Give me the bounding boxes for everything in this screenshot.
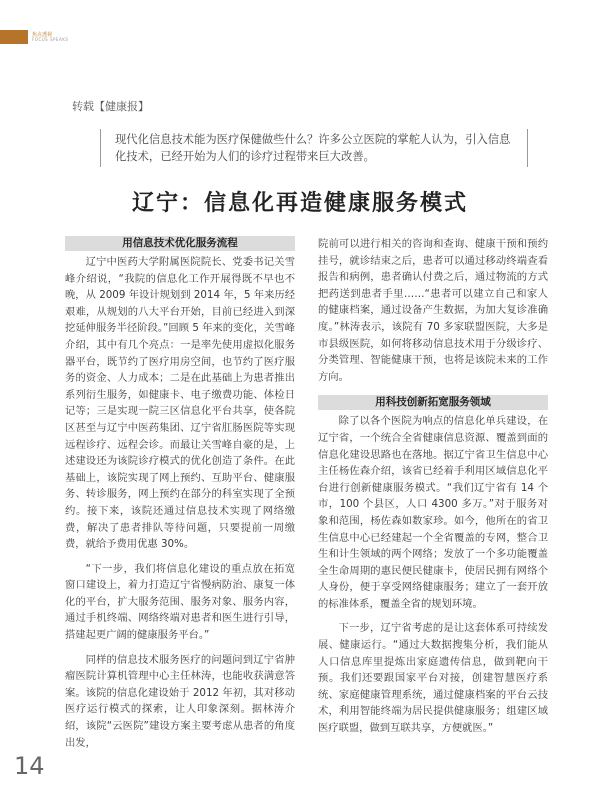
right-column [318, 236, 548, 737]
header-section-en: FOCUS SPEAKS [32, 36, 69, 42]
header-color-bar [0, 30, 28, 44]
page-number: 14 [14, 752, 45, 780]
left-column [65, 236, 295, 751]
source-label: 转载【健康报】 [72, 100, 149, 113]
paragraph: 下一步，辽宁省考虑的是让这套体系可持续发展、健康运行。“通过大数据搜集分析，我们能从人口信息库里提炼出家庭遗传信息，做到靶向干预。我们还要跟国家平台对接，创建智慧医疗系统、家庭健康管理系统，通过健康档案的平台云技术，利用智能终端为居民提供健康服务；组建区域医疗联盟，做到互联共享，方便就医。” [318, 622, 548, 735]
header-text [32, 33, 68, 42]
paragraph: 辽宁中医药大学附属医院院长、党委书记关雪峰介绍说，“我院的信息化工作开展得既不早也不晚，从 2009 年设计规划到 2014 年，5 年来历经艰难，从规划的八大平台开始，目前已经进入到深挖延伸服务半径阶段。”回顾 5 年来的变化，关雪峰介绍，其中有几个亮点：一是率先使用虚拟化服务器平台，既节约了医疗用房空间，也节约了医疗服务的资金、人力成本；二是在此基础上为患者推出系列衍生服务，如健康卡、电子缴费功能、体检日记等；三是实现一院三区信息化平台共享，使各院区甚至与辽宁中医药集团、辽宁省肛肠医院等实现远程诊疗、远程会诊。而最让关雪峰自豪的是，上述建设还为该院诊疗模式的优化创造了条件。在此基础上，该院实现了网上预约、互助平台、健康服务、转诊服务，网上预约在部分的科室实现了全预约。接下来，该院还通过信息技术实现了网络缴费，解决了患者排队等待问题，只要提前一周缴费，就给予费用优惠 30%。 [65, 256, 295, 551]
paragraph: 同样的信息技术服务医疗的问题问到辽宁省肿瘤医院计算机管理中心主任林涛，也能收获满意答案。该院的信息化建设始于 2012 年初，其对移动医疗运行模式的探索，让人印象深刻。据林涛介绍，该院“云医院”建设方案主要考虑从患者的角度出发， [65, 653, 295, 749]
section-heading-1: 用信息技术优化服务流程 [65, 236, 295, 251]
header-section-label: 焦点透视 [32, 31, 53, 38]
paragraph-continued: 院前可以进行相关的咨询和查询、健康干预和预约挂号，就诊结束之后，患者可以通过移动终端查看报告和病例，患者确认付费之后，通过物流的方式把药送到患者手里……“患者可以建立自己和家人的健康档案，通过设备产生数据，为加大复诊准确度。”林涛表示，该院有 70 多家联盟医院，大多是市县级医院，如何将移动信息技术用于分级诊疗、分类管理、智能健康干预，也将是该院未来的工作方向。 [318, 238, 548, 383]
paragraph: 除了以各个医院为响点的信息化单兵建设，在辽宁省，一个统合全省健康信息资源、覆盖到面的信息化建设思路也在落地。据辽宁省卫生信息中心主任杨佐森介绍，该省已经着手利用区域信息化平台进行创新健康服务模式。“我们辽宁省有 14 个市，100 个县区，人口 4300 多万。”对于服务对象和范围，杨佐森如数家珍。如今，他所在的省卫生信息中心已经建起一个全省覆盖的专网，整合卫生和计生领域的两个网络；发放了一个多功能覆盖全生命周期的惠民便民健康卡，使居民拥有网络个人身份，便于享受网络健康服务；建立了一套开放的标准体系，覆盖全省的规划环境。 [318, 415, 548, 610]
lead-paragraph: 现代化信息技术能为医疗保健做些什么？许多公立医院的掌舵人认为，引入信息化技术，已经开始为人们的诊疗过程带来巨大改善。 [100, 129, 528, 167]
section-heading-2: 用科技创新拓宽服务领域 [318, 395, 548, 410]
paragraph: “下一步，我们将信息化建设的重点放在拓宽窗口建设上，着力打造辽宁省慢病防治、康复一体化的平台，扩大服务范围、服务对象、服务内容，通过手机终端、网络终端对患者和医生进行引导，搭建起更广阔的健康服务平台。” [65, 562, 295, 642]
page-header [0, 30, 68, 44]
article-title: 辽宁：信息化再造健康服务模式 [131, 190, 468, 216]
